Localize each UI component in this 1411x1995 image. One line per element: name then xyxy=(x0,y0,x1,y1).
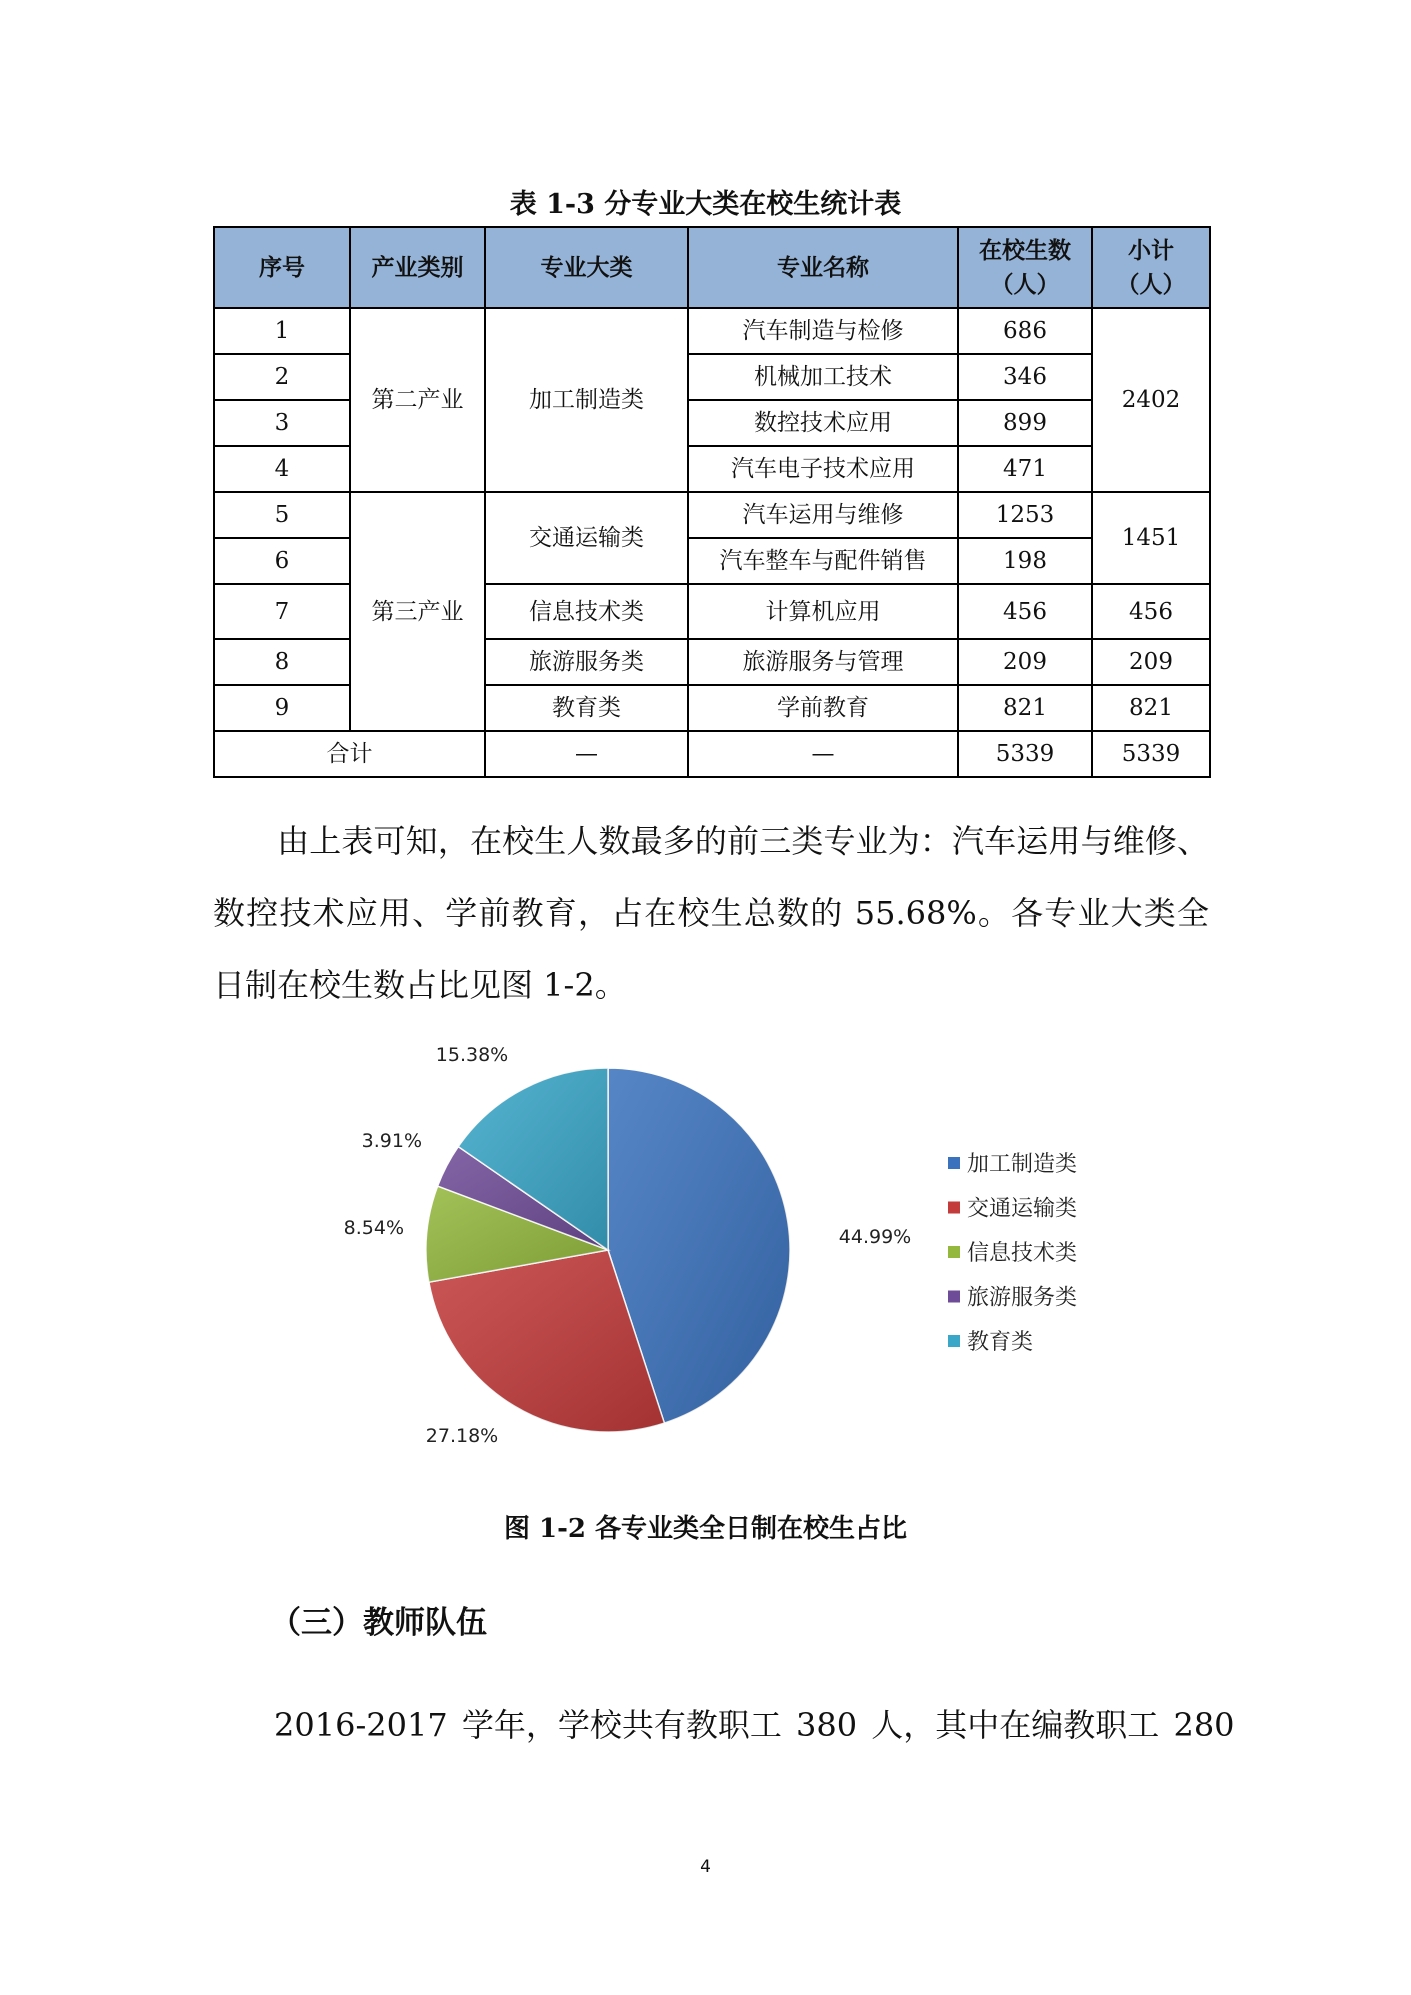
legend-swatch xyxy=(948,1291,960,1303)
summary-paragraph: 由上表可知，在校生人数最多的前三类专业为：汽车运用与维修、数控技术应用、学前教育，占在校生总数的 55.68%。各专业大类全日制在校生数占比见图 1-2。 xyxy=(213,822,1209,1004)
total-students: 5339 xyxy=(958,731,1092,777)
pie-data-label: 3.91% xyxy=(361,1130,422,1152)
row-index: 7 xyxy=(214,584,350,639)
figure-caption: 图 1-2 各专业类全日制在校生占比 xyxy=(503,1514,908,1544)
row-index: 8 xyxy=(214,639,350,685)
pie-data-label: 15.38% xyxy=(435,1044,509,1066)
subtotal-cell: 2402 xyxy=(1092,308,1210,492)
pie-chart xyxy=(310,1035,1110,1475)
legend-label: 旅游服务类 xyxy=(967,1285,1078,1311)
legend-label: 交通运输类 xyxy=(967,1196,1078,1222)
table-caption: 表 1-3 分专业大类在校生统计表 xyxy=(509,189,902,220)
subtotal-cell: 821 xyxy=(1092,685,1210,731)
category-cell: 加工制造类 xyxy=(485,308,688,492)
pie-data-label: 27.18% xyxy=(425,1425,499,1447)
row-index: 1 xyxy=(214,308,350,354)
students-cell: 346 xyxy=(958,354,1092,400)
table-total-row xyxy=(214,731,1210,777)
header-major: 专业名称 xyxy=(688,227,958,308)
row-index: 4 xyxy=(214,446,350,492)
pie-data-label: 44.99% xyxy=(838,1226,912,1248)
pie-data-label: 8.54% xyxy=(343,1217,404,1239)
total-major: — xyxy=(688,731,958,777)
students-cell: 821 xyxy=(958,685,1092,731)
row-index: 3 xyxy=(214,400,350,446)
row-index: 9 xyxy=(214,685,350,731)
row-index: 6 xyxy=(214,538,350,584)
row-index: 5 xyxy=(214,492,350,538)
subtotal-cell: 1451 xyxy=(1092,492,1210,584)
legend-swatch xyxy=(948,1202,960,1214)
legend-label: 信息技术类 xyxy=(967,1241,1078,1266)
legend-swatch xyxy=(948,1335,960,1347)
major-cell: 汽车电子技术应用 xyxy=(688,446,958,492)
student-statistics-table xyxy=(213,226,1211,778)
subtotal-cell: 456 xyxy=(1092,584,1210,639)
table-row xyxy=(214,492,1210,538)
students-cell: 1253 xyxy=(958,492,1092,538)
header-students: 在校生数 （人） xyxy=(958,227,1092,308)
major-cell: 汽车运用与维修 xyxy=(688,492,958,538)
total-label: 合计 xyxy=(214,731,485,777)
total-subtotal: 5339 xyxy=(1092,731,1210,777)
industry-cell: 第三产业 xyxy=(350,492,485,731)
major-cell: 机械加工技术 xyxy=(688,354,958,400)
row-index: 2 xyxy=(214,354,350,400)
major-cell: 计算机应用 xyxy=(688,584,958,639)
legend-swatch xyxy=(948,1157,960,1169)
major-cell: 数控技术应用 xyxy=(688,400,958,446)
category-cell: 教育类 xyxy=(485,685,688,731)
students-cell: 456 xyxy=(958,584,1092,639)
major-cell: 学前教育 xyxy=(688,685,958,731)
students-cell: 899 xyxy=(958,400,1092,446)
legend-label: 加工制造类 xyxy=(967,1152,1078,1177)
legend-swatch xyxy=(948,1246,960,1258)
category-cell: 交通运输类 xyxy=(485,492,688,584)
subtotal-cell: 209 xyxy=(1092,639,1210,685)
students-cell: 209 xyxy=(958,639,1092,685)
total-category: — xyxy=(485,731,688,777)
category-cell: 旅游服务类 xyxy=(485,639,688,685)
header-industry: 产业类别 xyxy=(350,227,485,308)
students-cell: 198 xyxy=(958,538,1092,584)
major-cell: 汽车制造与检修 xyxy=(688,308,958,354)
header-category: 专业大类 xyxy=(485,227,688,308)
table-row xyxy=(214,308,1210,354)
major-cell: 汽车整车与配件销售 xyxy=(688,538,958,584)
category-cell: 信息技术类 xyxy=(485,584,688,639)
students-cell: 471 xyxy=(958,446,1092,492)
header-subtotal: 小计 （人） xyxy=(1092,227,1210,308)
legend-label: 教育类 xyxy=(967,1330,1034,1355)
table-header-row xyxy=(214,227,1210,308)
students-cell: 686 xyxy=(958,308,1092,354)
major-cell: 旅游服务与管理 xyxy=(688,639,958,685)
industry-cell: 第二产业 xyxy=(350,308,485,492)
page-number: 4 xyxy=(700,1857,711,1877)
section-heading: （三）教师队伍 xyxy=(270,1605,487,1641)
staff-paragraph: 2016-2017 学年，学校共有教职工 380 人，其中在编教职工 280 xyxy=(274,1706,1235,1744)
header-index: 序号 xyxy=(214,227,350,308)
